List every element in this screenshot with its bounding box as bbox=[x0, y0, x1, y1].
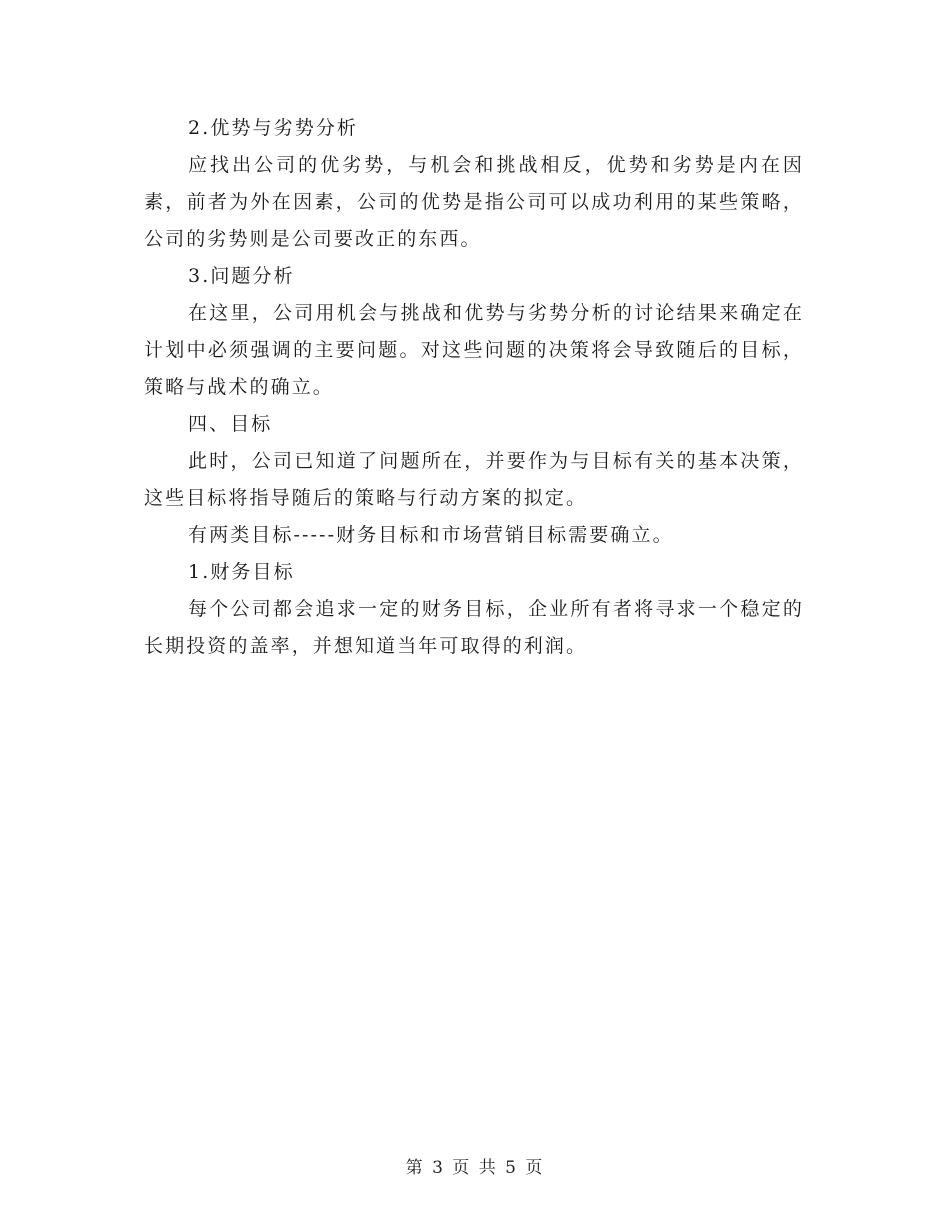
paragraph-objectives: 此时，公司已知道了问题所在，并要作为与目标有关的基本决策，这些目标将指导随后的策略与行动方案的拟定。 bbox=[144, 450, 804, 509]
paragraph-financial-objectives: 每个公司都会追求一定的财务目标，企业所有者将寻求一个稳定的长期投资的盖率，并想知道当年可取得的利润。 bbox=[144, 598, 804, 657]
paragraph-strengths-weaknesses: 应找出公司的优劣势，与机会和挑战相反，优势和劣势是内在因素，前者为外在因素，公司的优势是指公司可以成功利用的某些策略，公司的劣势则是公司要改正的东西。 bbox=[144, 154, 804, 250]
heading-objectives: 四、目标 bbox=[188, 413, 273, 435]
document-body bbox=[144, 110, 804, 665]
page-number-footer: 第 3 页 共 5 页 bbox=[405, 1158, 545, 1178]
paragraph-two-objective-types: 有两类目标-----财务目标和市场营销目标需要确立。 bbox=[188, 524, 674, 546]
heading-financial-objectives: 1.财务目标 bbox=[188, 561, 295, 583]
heading-strengths-weaknesses: 2.优势与劣势分析 bbox=[188, 117, 359, 139]
heading-problem-analysis: 3.问题分析 bbox=[188, 265, 295, 287]
paragraph-problem-analysis: 在这里，公司用机会与挑战和优势与劣势分析的讨论结果来确定在计划中必须强调的主要问题。对这些问题的决策将会导致随后的目标，策略与战术的确立。 bbox=[144, 302, 804, 398]
